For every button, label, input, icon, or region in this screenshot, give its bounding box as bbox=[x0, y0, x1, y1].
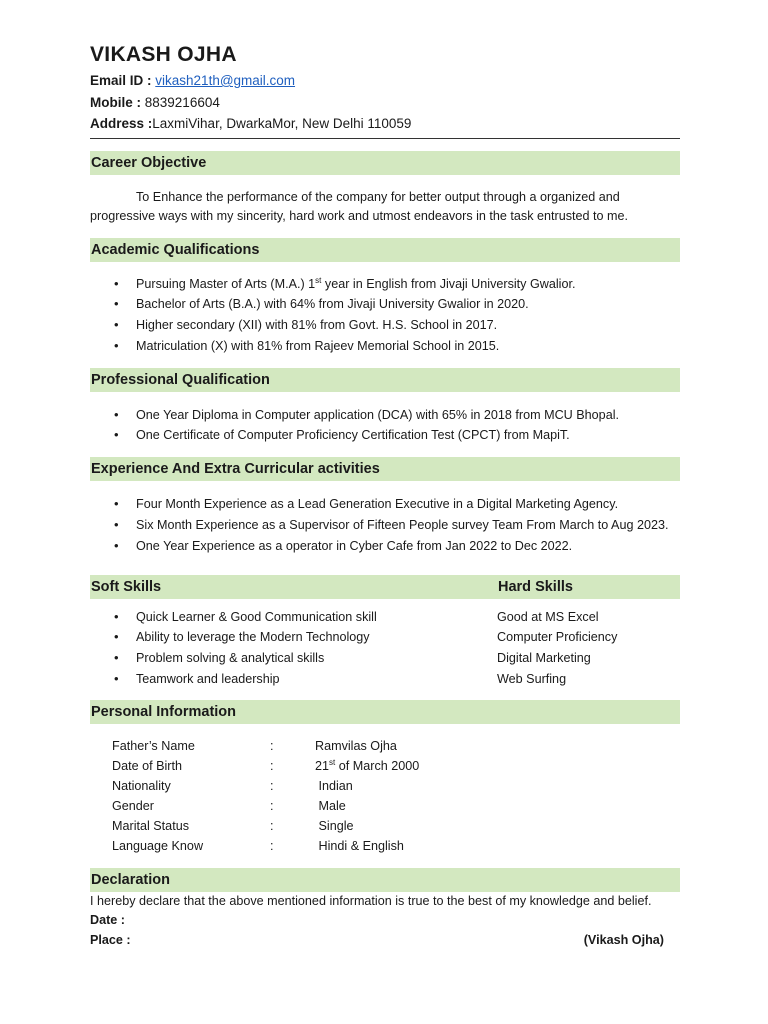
list-item: • Quick Learner & Good Communication skill bbox=[90, 607, 497, 628]
mobile-label: Mobile : bbox=[90, 94, 141, 110]
field-colon: : bbox=[270, 838, 274, 853]
date-label: Date : bbox=[90, 913, 125, 928]
list-item: Computer Proficiency bbox=[497, 630, 618, 645]
signature: (Vikash Ojha) bbox=[583, 932, 664, 947]
field-value: 21st of March 2000 bbox=[315, 757, 420, 773]
email-label: Email ID : bbox=[90, 73, 152, 88]
list-item: • Four Month Experience as a Lead Generation Executive in a Digital Marketing Agency. bbox=[90, 494, 680, 515]
skills-heading-bar bbox=[90, 575, 680, 599]
field-colon: : bbox=[270, 778, 274, 793]
table-row bbox=[112, 836, 419, 856]
list-item: • Six Month Experience as a Supervisor of Fifteen People survey Team From March to Aug 2023. bbox=[90, 515, 680, 536]
email-row bbox=[90, 70, 680, 92]
field-value: Single bbox=[315, 818, 354, 833]
field-colon: : bbox=[270, 738, 274, 753]
soft-skills-list bbox=[90, 607, 497, 690]
list-item: • One Certificate of Computer Proficiency Certification Test (CPCT) from MapiT. bbox=[90, 425, 680, 446]
experience-heading: Experience And Extra Curricular activities bbox=[90, 457, 680, 481]
list-item: • Ability to leverage the Modern Technology bbox=[90, 627, 497, 648]
header-divider bbox=[90, 138, 680, 139]
field-label: Language Know bbox=[112, 838, 204, 853]
field-value: Indian bbox=[315, 778, 353, 793]
skills-body bbox=[90, 607, 680, 690]
hard-skills-heading: Hard Skills bbox=[498, 578, 573, 595]
table-row bbox=[112, 816, 419, 836]
place-row bbox=[90, 931, 664, 951]
personal-info-table bbox=[112, 736, 419, 856]
table-row bbox=[112, 796, 419, 816]
list-item: • Pursuing Master of Arts (M.A.) 1st year in English from Jivaji University Gwalior. bbox=[90, 274, 680, 295]
table-row bbox=[112, 756, 419, 776]
mobile-row bbox=[90, 92, 680, 114]
academic-heading: Academic Qualifications bbox=[90, 238, 680, 262]
career-line-2: progressive ways with my sincerity, hard work and utmost endeavors in the task entrusted to me. bbox=[90, 209, 629, 223]
address-row bbox=[90, 113, 680, 135]
list-item: • Teamwork and leadership bbox=[90, 669, 497, 690]
field-label: Father’s Name bbox=[112, 738, 195, 753]
field-label: Gender bbox=[112, 798, 155, 813]
experience-list bbox=[90, 494, 680, 556]
contact-block bbox=[90, 70, 680, 135]
list-item: • Problem solving & analytical skills bbox=[90, 648, 497, 669]
candidate-name: VIKASH OJHA bbox=[90, 43, 237, 66]
career-objective-heading: Career Objective bbox=[90, 151, 680, 175]
field-value: Male bbox=[315, 798, 346, 813]
list-item: Good at MS Excel bbox=[497, 609, 599, 624]
professional-heading: Professional Qualification bbox=[90, 368, 680, 392]
field-colon: : bbox=[270, 818, 274, 833]
field-colon: : bbox=[270, 758, 274, 773]
address-label: Address : bbox=[90, 116, 153, 131]
list-item: Digital Marketing bbox=[497, 651, 591, 666]
resume-page bbox=[90, 40, 680, 950]
place-label: Place : bbox=[90, 932, 131, 947]
list-item: • One Year Diploma in Computer application (DCA) with 65% in 2018 from MCU Bhopal. bbox=[90, 405, 680, 426]
email-link[interactable]: vikash21th@gmail.com bbox=[155, 73, 296, 88]
address-value: LaxmiVihar, DwarkaMor, New Delhi 110059 bbox=[152, 116, 412, 131]
career-line-1: To Enhance the performance of the company for better output through a organized and bbox=[136, 189, 620, 204]
soft-skills-heading: Soft Skills bbox=[91, 578, 162, 595]
table-row bbox=[112, 736, 419, 756]
table-row bbox=[112, 776, 419, 796]
list-item: • Matriculation (X) with 81% from Rajeev Memorial School in 2015. bbox=[90, 336, 680, 357]
declaration-text: I hereby declare that the above mentioned information is true to the best of my knowledge and belief. bbox=[90, 893, 652, 908]
personal-info-heading: Personal Information bbox=[90, 700, 680, 724]
field-label: Date of Birth bbox=[112, 758, 182, 773]
list-item: • Higher secondary (XII) with 81% from Govt. H.S. School in 2017. bbox=[90, 315, 680, 336]
list-item: • One Year Experience as a operator in Cyber Cafe from Jan 2022 to Dec 2022. bbox=[90, 536, 680, 557]
field-colon: : bbox=[270, 798, 274, 813]
list-item: • Bachelor of Arts (B.A.) with 64% from Jivaji University Gwalior in 2020. bbox=[90, 294, 680, 315]
professional-list bbox=[90, 405, 680, 447]
career-objective-text bbox=[90, 188, 680, 227]
declaration-heading: Declaration bbox=[90, 868, 680, 892]
field-label: Nationality bbox=[112, 778, 171, 793]
field-label: Marital Status bbox=[112, 818, 189, 833]
hard-skills-list bbox=[497, 607, 617, 690]
field-value: Ramvilas Ojha bbox=[315, 738, 397, 753]
mobile-value: 8839216604 bbox=[144, 94, 220, 110]
academic-list bbox=[90, 274, 680, 357]
list-item: Web Surfing bbox=[497, 672, 567, 687]
field-value: Hindi & English bbox=[315, 838, 404, 853]
